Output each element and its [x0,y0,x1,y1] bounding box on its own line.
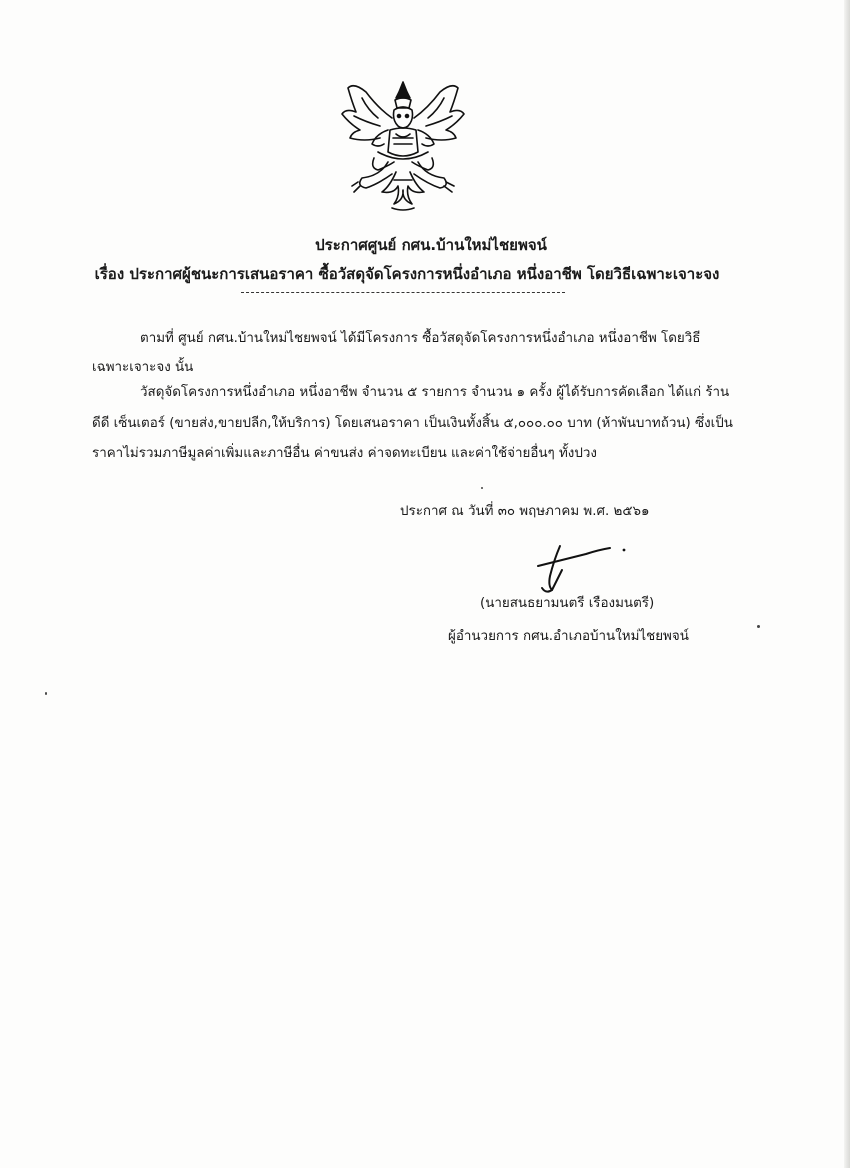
paper-speck [481,487,483,489]
paper-speck [757,625,760,628]
dashed-divider [241,292,565,293]
body-line: วัสดุจัดโครงการหนึ่งอำเภอ หนึ่งอาชีพ จำนวน ๕ รายการ จำนวน ๑ ครั้ง ผู้ได้รับการคัดเลือก ได้แก่ ร้าน [140,385,730,400]
document-title: ประกาศศูนย์ กศน.บ้านใหม่ไชยพจน์ [315,236,547,254]
garuda-emblem-icon [338,78,468,216]
announcement-date: ประกาศ ณ วันที่ ๓๐ พฤษภาคม พ.ศ. ๒๕๖๑ [400,504,650,519]
document-subject: เรื่อง ประกาศผู้ชนะการเสนอราคา ซื้อวัสดุจัดโครงการหนึ่งอำเภอ หนึ่งอาชีพ โดยวิธีเฉพาะเจาะจง [94,265,720,283]
paper-edge-shadow [844,0,850,1168]
body-line: ตามที่ ศูนย์ กศน.บ้านใหม่ไชยพจน์ ได้มีโครงการ ซื้อวัสดุจัดโครงการหนึ่งอำเภอ หนึ่งอาชีพ โดยวิธี [140,331,701,346]
paper-speck [45,692,47,695]
body-line: เฉพาะเจาะจง นั้น [92,360,194,375]
body-line: ราคาไม่รวมภาษีมูลค่าเพิ่มและภาษีอื่น ค่าขนส่ง ค่าจดทะเบียน และค่าใช้จ่ายอื่นๆ ทั้งปวง [92,446,597,461]
signer-name: (นายสนธยามนตรี เรืองมนตรี) [480,596,655,611]
body-line: ดีดี เซ็นเตอร์ (ขายส่ง,ขายปลีก,ให้บริการ) โดยเสนอราคา เป็นเงินทั้งสิ้น ๕,๐๐๐.๐๐ บาท (ห้าพันบาทถ้วน) ซึ่งเป็น [92,416,733,431]
handwritten-signature-icon [532,540,632,600]
signer-title: ผู้อำนวยการ กศน.อำเภอบ้านใหม่ไชยพจน์ [448,629,689,644]
